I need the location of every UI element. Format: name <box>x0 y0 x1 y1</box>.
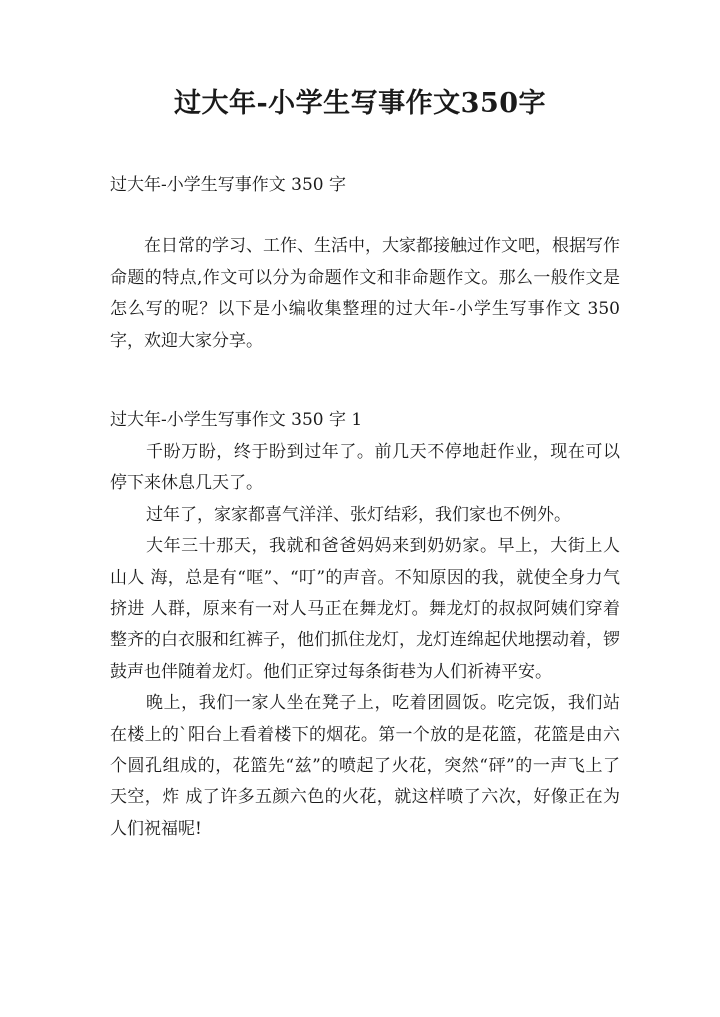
essay-paragraph: 大年三十那天，我就和爸爸妈妈来到奶奶家。早上，大街上人山人 海，总是有“哐”、“叮”的声音。不知原因的我，就使全身力气挤进 人群，原来有一对人马正在舞龙灯。舞龙灯的叔叔阿姨们穿着整齐的白衣服和红裤子，他们抓住龙灯，龙灯连绵起伏地摆动着，锣鼓声也伴随着龙灯。他们正穿过每条街巷为人们祈祷平安。 <box>110 536 620 682</box>
section-heading: 过大年-小学生写事作文 350 字 1 <box>110 410 363 430</box>
intro-paragraph: 在日常的学习、工作、生活中，大家都接触过作文吧，根据写作命题的特点,作文可以分为命题作文和非命题作文。那么一般作文是怎么写的呢？以下是小编收集整理的过大年-小学生写事作文 350 字，欢迎大家分享。 <box>110 236 620 351</box>
essay-paragraph: 千盼万盼，终于盼到过年了。前几天不停地赶作业，现在可以停下来休息几天了。 <box>110 442 620 494</box>
essay-body <box>110 437 620 845</box>
essay-paragraph: 晚上，我们一家人坐在凳子上，吃着团圆饭。吃完饭，我们站在楼上的`阳台上看着楼下的烟花。第一个放的是花篮，花篮是由六个圆孔组成的，花篮先“兹”的喷起了火花，突然“砰”的一声飞上了天空，炸 成了许多五颜六色的火花，就这样喷了六次，好像正在为人们祝福呢! <box>110 693 620 839</box>
document-subtitle: 过大年-小学生写事作文 350 字 <box>110 175 346 195</box>
document-title: 过大年-小学生写事作文350字 <box>173 88 547 119</box>
essay-paragraph: 过年了，家家都喜气洋洋、张灯结彩，我们家也不例外。 <box>146 504 571 525</box>
